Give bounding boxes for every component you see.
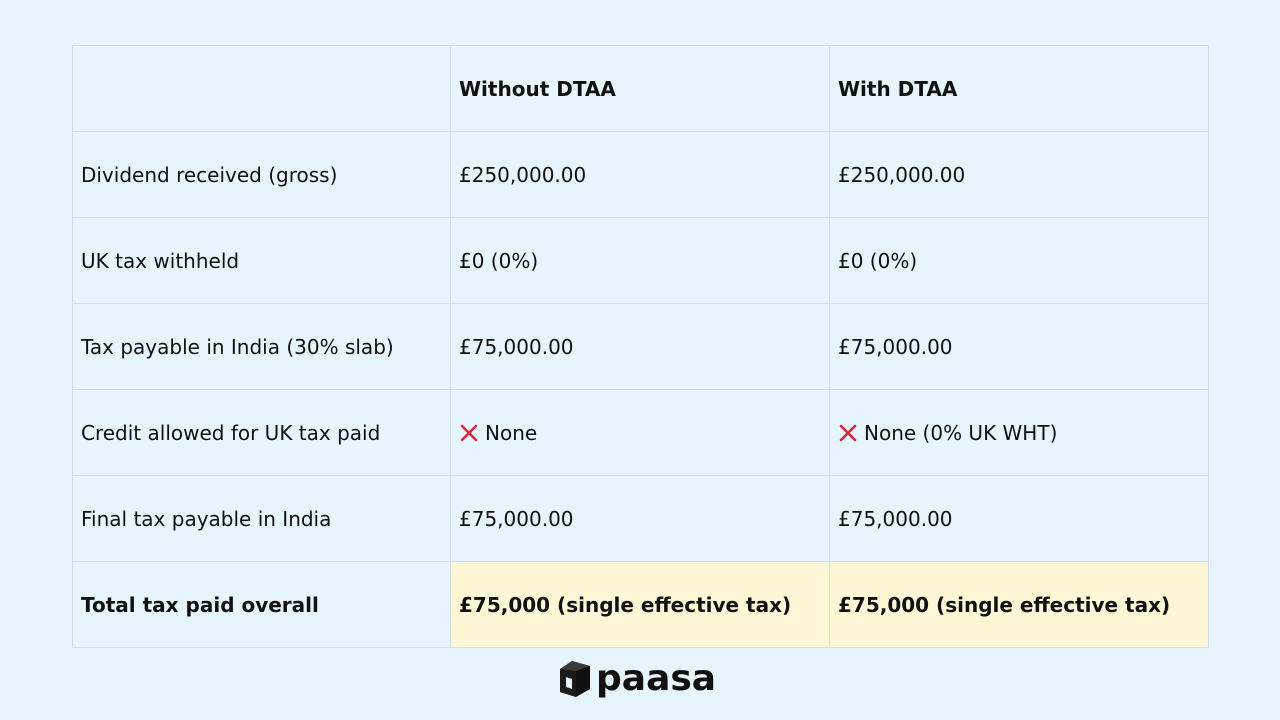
comparison-table <box>72 45 1209 648</box>
row-label: UK tax withheld <box>73 218 451 304</box>
value-with-dtaa: £250,000.00 <box>830 132 1209 218</box>
value-without-dtaa: £0 (0%) <box>451 218 830 304</box>
header-without-dtaa: Without DTAA <box>451 46 830 132</box>
table-row <box>73 476 1209 562</box>
cross-mark-icon <box>459 423 479 443</box>
table-row <box>73 218 1209 304</box>
value-with-dtaa: £0 (0%) <box>830 218 1209 304</box>
value-without-dtaa: £75,000.00 <box>451 304 830 390</box>
value-without-dtaa: None <box>485 420 538 445</box>
paasa-logo <box>558 658 728 700</box>
value-with-dtaa: £75,000.00 <box>830 304 1209 390</box>
value-without-dtaa-cell <box>451 390 830 476</box>
value-with-dtaa: None (0% UK WHT) <box>864 420 1058 445</box>
total-without-dtaa: £75,000 (single effective tax) <box>451 562 830 648</box>
row-label: Tax payable in India (30% slab) <box>73 304 451 390</box>
value-without-dtaa: £250,000.00 <box>451 132 830 218</box>
table-row <box>73 390 1209 476</box>
cross-mark-icon <box>838 423 858 443</box>
total-row <box>73 562 1209 648</box>
table-row <box>73 132 1209 218</box>
logo-wordmark: paasa <box>596 658 717 699</box>
table-header-row <box>73 46 1209 132</box>
value-with-dtaa: £75,000.00 <box>830 476 1209 562</box>
value-with-dtaa-cell <box>830 390 1209 476</box>
row-label: Dividend received (gross) <box>73 132 451 218</box>
total-with-dtaa: £75,000 (single effective tax) <box>830 562 1209 648</box>
value-without-dtaa: £75,000.00 <box>451 476 830 562</box>
header-with-dtaa: With DTAA <box>830 46 1209 132</box>
row-label: Final tax payable in India <box>73 476 451 562</box>
paasa-logo-icon <box>558 659 592 699</box>
total-label: Total tax paid overall <box>73 562 451 648</box>
row-label: Credit allowed for UK tax paid <box>73 390 451 476</box>
header-cell-empty <box>73 46 451 132</box>
table-row <box>73 304 1209 390</box>
